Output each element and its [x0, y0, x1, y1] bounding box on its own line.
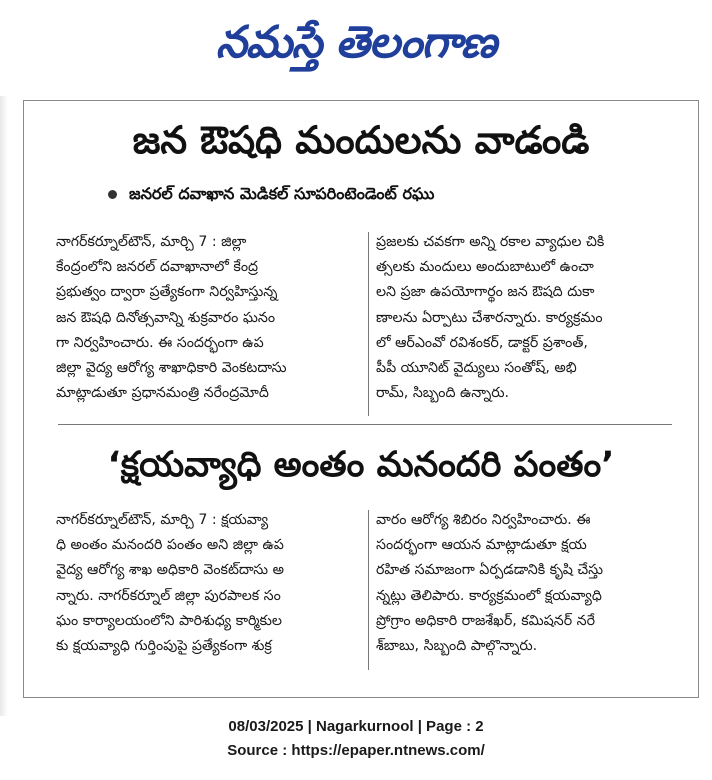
article-text-line: కేంద్రంలోని జనరల్ దవాఖానాలో కేంద్ర	[56, 259, 259, 276]
article-text-line: ధి అంతం మనందరి పంతం అని జిల్లా ఉప	[56, 537, 284, 554]
article-text-line: శ్‌బాబు, సిబ్బంది పాల్గొన్నారు.	[376, 638, 538, 655]
article-text-line: ఘం కార్యాలయంలోని పారిశుధ్య కార్మికుల	[56, 612, 282, 629]
section-divider	[58, 424, 672, 425]
article-text-line: రామ్, సిబ్బంది ఉన్నారు.	[376, 385, 510, 402]
footer-source: Source : https://epaper.ntnews.com/	[227, 742, 485, 759]
article1-column-left	[56, 230, 364, 406]
article-text-line: ప్రోగ్రాం అధికారి రాజశేఖర్, కమిషనర్ నరే	[376, 612, 596, 629]
masthead-title: నమస్తే తెలంగాణ	[215, 17, 497, 68]
article-text-line: ప్రజలకు చవకగా అన్ని రకాల వ్యాధుల చికి	[376, 234, 605, 250]
article2-column-right	[376, 508, 672, 659]
article-text-line: లో ఆర్ఎంవో రవిశంకర్, డాక్టర్ ప్రశాంత్,	[376, 334, 588, 351]
article-text-line: జన ఔషధి దినోత్సవాన్ని శుక్రవారం ఘనం	[56, 309, 276, 326]
article-text-line: ప్రభుత్వం ద్వారా ప్రత్యేకంగా నిర్వహిస్తున్న	[56, 284, 278, 301]
clip-edge-shadow	[0, 96, 8, 716]
article2-column-left	[56, 508, 364, 659]
newspaper-masthead	[0, 6, 712, 80]
article-text-line: కు క్షయవ్యాధి గుర్తింపుపై ప్రత్యేకంగా శుక్ర	[56, 638, 272, 655]
article-text-line: లని ప్రజా ఉపయోగార్థం జన ఔషది దుకా	[376, 284, 595, 301]
article-text-line: వారం ఆరోగ్య శిబిరం నిర్వహించారు. ఈ	[376, 512, 591, 528]
column-divider	[368, 510, 369, 670]
article-text-line: త్సలకు మందులు అందుబాటులో ఉంచా	[376, 259, 594, 276]
article1-headline: జన ఔషధి మందులను వాడండి	[132, 118, 590, 162]
footer-date-edition: 08/03/2025 | Nagarkurnool | Page : 2	[228, 718, 484, 735]
column-divider	[368, 232, 369, 416]
bullet-icon	[108, 190, 117, 199]
article-text-line: జిల్లా వైద్య ఆరోగ్య శాఖాధికారి వెంకటదాసు	[56, 360, 287, 377]
article-text-line: గా నిర్వహించారు. ఈ సందర్భంగా ఉప	[56, 334, 264, 351]
article-text-line: రహిత సమాజంగా ఏర్పడడానికి కృషి చేస్తు	[376, 562, 604, 579]
article1-column-right	[376, 230, 672, 406]
article-text-line: ణాలను ఏర్పాటు చేశారన్నారు. కార్యక్రమం	[376, 309, 603, 326]
article-text-line: న్నట్లు తెలిపారు. కార్యక్రమంలో క్షయవ్యాధి	[376, 587, 602, 604]
article1-subhead	[108, 181, 668, 207]
article-text-line: మాట్లాడుతూ ప్రధానమంత్రి నరేంద్రమోదీ	[56, 385, 269, 402]
article-text-line: సందర్భంగా ఆయన మాట్లాడుతూ క్షయ	[376, 537, 587, 554]
article-text-line: పీపీ యూనిట్ వైద్యులు సంతోష్, అభి	[376, 360, 577, 377]
article-text-line: నాగర్‌కర్నూల్‌టౌన్, మార్చి 7 : క్షయవ్యా	[56, 512, 269, 528]
article2-headline: ‘క్షయవ్యాధి అంతం మనందరి పంతం’	[107, 445, 615, 485]
article1-subhead-text: జనరల్ దవాఖాన మెడికల్ సూపరింటెండెంట్ రఘు	[129, 184, 435, 203]
article-text-line: న్నారు. నాగర్‌కర్నూల్ జిల్లా పురపాలక సం	[56, 587, 281, 604]
article-text-line: నాగర్‌కర్నూల్‌టౌన్, మార్చి 7 : జిల్లా	[56, 234, 247, 250]
article-text-line: వైద్య ఆరోగ్య శాఖ అధికారి వెంకట్‌దాసు అ	[56, 562, 284, 579]
